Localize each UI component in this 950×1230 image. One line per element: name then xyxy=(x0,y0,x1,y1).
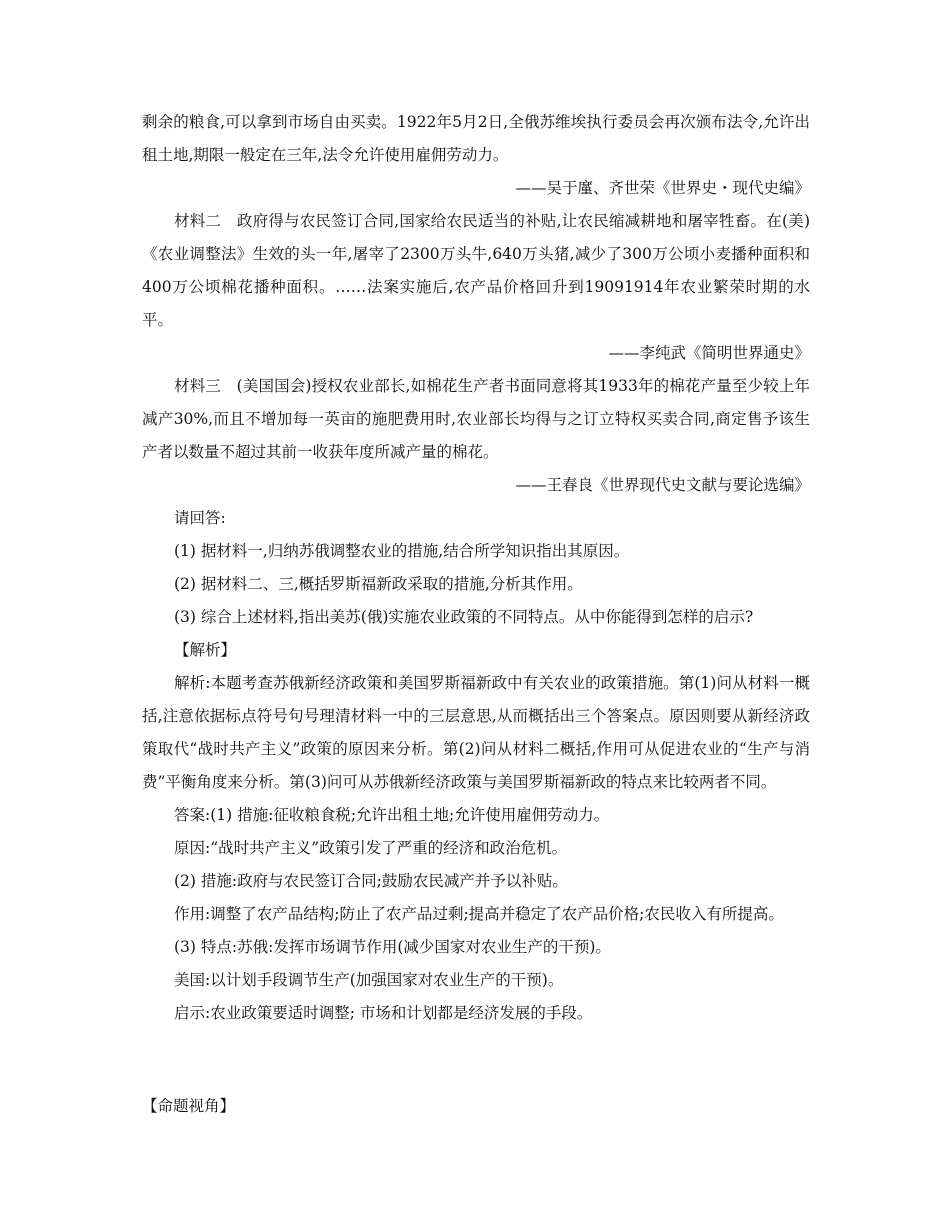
material-two: 材料二 政府得与农民签订合同,国家给农民适当的补贴,让农民缩减耕地和屠宰牲畜。在(美)《农业调整法》生效的头一年,屠宰了2300万头牛,640万头猪,减少了300万公顷小麦播种面积和400万公顷棉花播种面积。……法案实施后,农产品价格回升到19091914年农业繁荣时期的水平。 xyxy=(142,212,810,329)
analysis-heading: 【解析】 xyxy=(174,641,237,659)
source-citation-2: ——李纯武《简明世界通史》 xyxy=(608,344,810,362)
source-citation-3: ——王春良《世界现代史文献与要论选编》 xyxy=(515,476,810,494)
answer-3-insight: 启示:农业政策要适时调整; 市场和计划都是经济发展的手段。 xyxy=(174,1004,593,1022)
material-three: 材料三 (美国国会)授权农业部长,如棉花生产者书面同意将其1933年的棉花产量至少较上年减产30%,而且不增加每一英亩的施肥费用时,农业部长均得与之订立特权买卖合同,商定售予该生产者以数量不超过其前一收获年度所减产量的棉花。 xyxy=(142,377,810,461)
answer-3-features: (3) 特点:苏俄:发挥市场调节作用(减少国家对农业生产的干预)。 xyxy=(174,938,611,956)
answer-2-effect: 作用:调整了农产品结构;防止了农产品过剩;提高并稳定了农产品价格;农民收入有所提高。 xyxy=(174,905,784,923)
question-1: (1) 据材料一,归纳苏俄调整农业的措施,结合所学知识指出其原因。 xyxy=(174,542,630,560)
answer-1-measures: 答案:(1) 措施:征收粮食税;允许出租土地;允许使用雇佣劳动力。 xyxy=(174,806,610,824)
question-2: (2) 据材料二、三,概括罗斯福新政采取的措施,分析其作用。 xyxy=(174,575,583,593)
document-body xyxy=(142,106,810,1123)
analysis-text: 解析:本题考查苏俄新经济政策和美国罗斯福新政中有关农业的政策措施。第(1)问从材料一概括,注意依据标点符号句号理清材料一中的三层意思,从而概括出三个答案点。原因则要从新经济政策取代“战时共产主义”政策的原因来分析。第(2)问从材料二概括,作用可从促进农业的“生产与消费”平衡角度来分析。第(3)问可从苏俄新经济政策与美国罗斯福新政的特点来比较两者不同。 xyxy=(142,674,810,791)
answer-3-us: 美国:以计划手段调节生产(加强国家对农业生产的干预)。 xyxy=(174,971,564,989)
proposition-perspective-heading: 【命题视角】 xyxy=(142,1097,236,1115)
source-citation-1: ——吴于廑、齐世荣《世界史・现代史编》 xyxy=(515,179,810,197)
answer-1-reason: 原因:“战时共产主义”政策引发了严重的经济和政治危机。 xyxy=(174,839,568,857)
material-one-tail: 剩余的粮食,可以拿到市场自由买卖。1922年5月2日,全俄苏维埃执行委员会再次颁布法令,允许出租土地,期限一般定在三年,法令允许使用雇佣劳动力。 xyxy=(142,113,810,164)
question-prompt: 请回答: xyxy=(174,509,226,527)
answer-2-measures: (2) 措施:政府与农民签订合同;鼓励农民减产并予以补贴。 xyxy=(174,872,568,890)
question-3: (3) 综合上述材料,指出美苏(俄)实施农业政策的不同特点。从中你能得到怎样的启示? xyxy=(174,608,754,626)
